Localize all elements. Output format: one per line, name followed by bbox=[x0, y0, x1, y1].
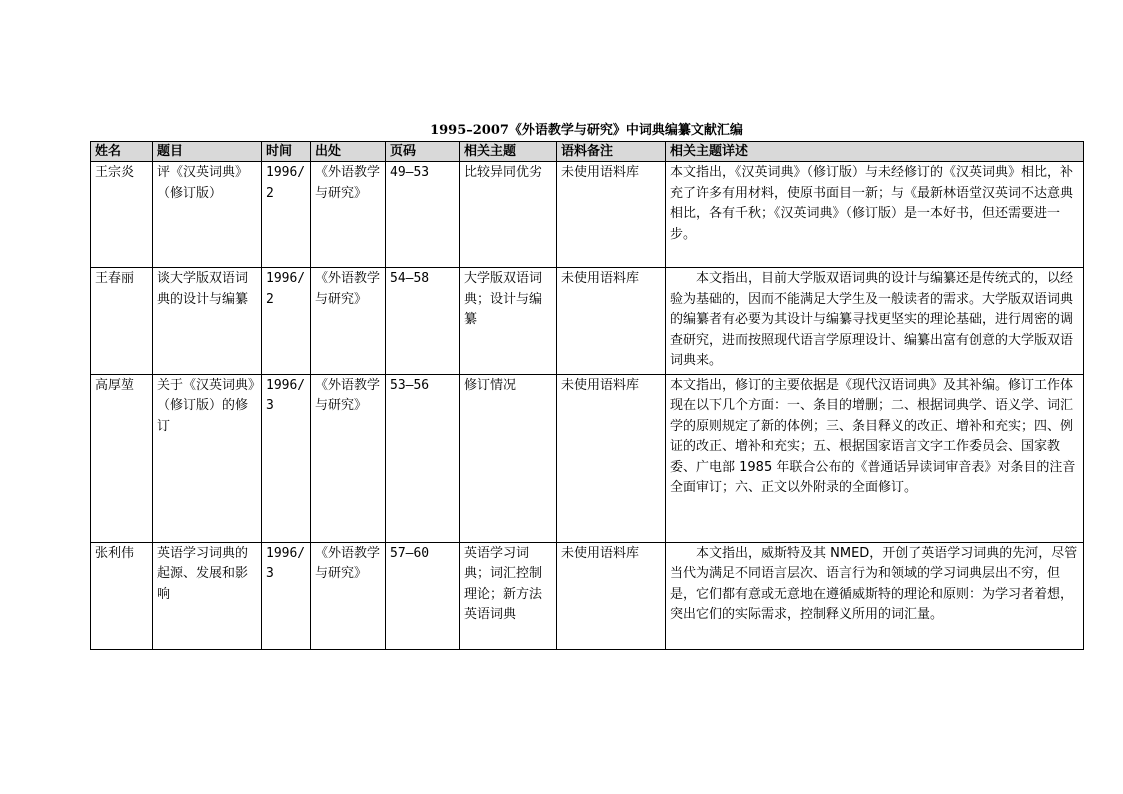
detail-text: 本文指出，目前大学版双语词典的设计与编纂还是传统式的，以经验为基础的，因而不能满足大学生及一般读者的需求。大学版双语词典的编纂者有必要为其设计与编纂寻找更坚实的理论基础，进行周密的调查研究，进而按照现代语言学原理设计、编纂出富有创意的大学版双语词典来。 bbox=[670, 271, 1074, 368]
cell-corpus: 未使用语料库 bbox=[557, 268, 666, 375]
cell-source: 《外语教学与研究》 bbox=[311, 374, 386, 542]
cell-name: 张利伟 bbox=[91, 542, 153, 649]
cell-topic: 谈大学版双语词典的设计与编纂 bbox=[153, 268, 262, 375]
cell-detail: 本文指出，《汉英词典》（修订版）与未经修订的《汉英词典》相比，补充了许多有用材料，使原书面目一新；与《最新林语堂汉英词不达意典相比，各有千秋；《汉英词典》（修订版）是一本好书，但还需要进一步。 bbox=[666, 162, 1084, 268]
cell-corpus: 未使用语料库 bbox=[557, 162, 666, 268]
header-detail: 相关主题详述 bbox=[666, 142, 1084, 162]
cell-time: 1996/3 bbox=[262, 374, 311, 542]
cell-detail bbox=[666, 268, 1084, 375]
detail-text: 本文指出，威斯特及其 NMED，开创了英语学习词典的先河，尽管当代为满足不同语言层次、语言行为和领域的学习词典层出不穷，但是，它们都有意或无意地在遵循威斯特的理论和原则：为学习者着想，突出它们的实际需求，控制释义所用的词汇量。 bbox=[670, 545, 1078, 622]
cell-detail: 本文指出，修订的主要依据是《现代汉语词典》及其补编。修订工作体现在以下几个方面：一、条目的增删；二、根据词典学、语义学、词汇学的原则规定了新的体例；三、条目释义的改正、增补和充实；四、例证的改正、增补和充实；五、根据国家语言文字工作委员会、国家教委、广电部 1985 年联合公布的《普通话异读词审音表》对条目的注音全面审订；六、正文以外附录的全面修订。 bbox=[666, 374, 1084, 542]
cell-source: 《外语教学与研究》 bbox=[311, 268, 386, 375]
cell-source: 《外语教学与研究》 bbox=[311, 542, 386, 649]
header-related: 相关主题 bbox=[460, 142, 557, 162]
header-time: 时间 bbox=[262, 142, 311, 162]
document-title: 1995–2007《外语教学与研究》中词典编纂文献汇编 bbox=[430, 123, 743, 138]
cell-pages: 57–60 bbox=[386, 542, 460, 649]
header-source: 出处 bbox=[311, 142, 386, 162]
cell-topic: 关于《汉英词典》（修订版）的修订 bbox=[153, 374, 262, 542]
cell-topic: 英语学习词典的起源、发展和影响 bbox=[153, 542, 262, 649]
cell-pages: 54–58 bbox=[386, 268, 460, 375]
cell-detail bbox=[666, 542, 1084, 649]
header-pages: 页码 bbox=[386, 142, 460, 162]
cell-corpus: 未使用语料库 bbox=[557, 374, 666, 542]
cell-source: 《外语教学与研究》 bbox=[311, 162, 386, 268]
cell-time: 1996/3 bbox=[262, 542, 311, 649]
table-row bbox=[91, 162, 1084, 268]
table-row bbox=[91, 542, 1084, 649]
table-header-row bbox=[91, 142, 1084, 162]
cell-related: 大学版双语词典；设计与编纂 bbox=[460, 268, 557, 375]
cell-name: 王宗炎 bbox=[91, 162, 153, 268]
cell-related: 比较异同优劣 bbox=[460, 162, 557, 268]
cell-name: 高厚堃 bbox=[91, 374, 153, 542]
table-row bbox=[91, 268, 1084, 375]
header-corpus: 语料备注 bbox=[557, 142, 666, 162]
cell-time: 1996/2 bbox=[262, 268, 311, 375]
cell-time: 1996/2 bbox=[262, 162, 311, 268]
cell-name: 王春丽 bbox=[91, 268, 153, 375]
cell-pages: 53–56 bbox=[386, 374, 460, 542]
cell-pages: 49–53 bbox=[386, 162, 460, 268]
cell-corpus: 未使用语料库 bbox=[557, 542, 666, 649]
cell-related: 英语学习词典；词汇控制理论；新方法英语词典 bbox=[460, 542, 557, 649]
header-topic: 题目 bbox=[153, 142, 262, 162]
cell-related: 修订情况 bbox=[460, 374, 557, 542]
literature-table bbox=[90, 141, 1084, 650]
header-name: 姓名 bbox=[91, 142, 153, 162]
cell-topic: 评《汉英词典》（修订版） bbox=[153, 162, 262, 268]
table-row bbox=[91, 374, 1084, 542]
